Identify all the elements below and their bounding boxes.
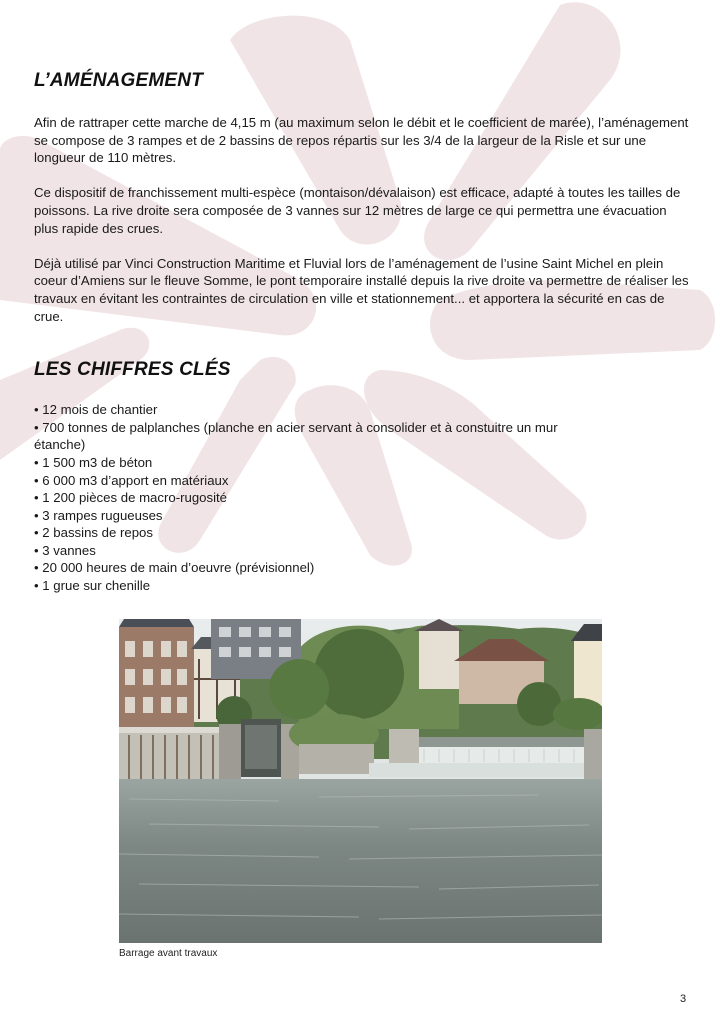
- list-item: • 1 500 m3 de béton: [34, 454, 604, 472]
- dam-photo: [119, 619, 602, 943]
- key-figures-list: [34, 401, 604, 595]
- list-item: • 700 tonnes de palplanches (planche en acier servant à consolider et à constuitre un mur étanche): [34, 419, 604, 454]
- list-item: • 6 000 m3 d’apport en matériaux: [34, 472, 604, 490]
- photo-caption: Barrage avant travaux: [119, 948, 218, 959]
- page-content: [34, 70, 694, 595]
- list-item: • 1 grue sur chenille: [34, 577, 604, 595]
- section-title-amenagement: L’AMÉNAGEMENT: [34, 70, 204, 91]
- section-title-chiffres-cles: LES CHIFFRES CLÉS: [34, 359, 231, 381]
- list-item: • 12 mois de chantier: [34, 401, 604, 419]
- paragraph-2: Ce dispositif de franchissement multi-espèce (montaison/dévalaison) est efficace, adapté à toutes les tailles de poissons. La rive droite sera composée de 3 vannes sur 12 mètres de large ce qui permettra une évacuation plus rapide des crues.: [34, 185, 681, 236]
- list-item: • 1 200 pièces de macro-rugosité: [34, 489, 604, 507]
- list-item: • 20 000 heures de main d’oeuvre (prévisionnel): [34, 559, 604, 577]
- paragraph-1: Afin de rattraper cette marche de 4,15 m (au maximum selon le débit et le coefficient de marée), l’aménagement se compose de 3 rampes et de 2 bassins de repos répartis sur les 3/4 de la largeur de la Risle et sur une longueur de 110 mètres.: [34, 115, 689, 166]
- paragraph-3: Déjà utilisé par Vinci Construction Maritime et Fluvial lors de l’aménagement de l’usine Saint Michel en plein coeur d’Amiens sur le fleuve Somme, le pont temporaire installé depuis la rive droite va permettre de réaliser les travaux en évitant les contraintes de circulation en ville et stationnement... et apportera la sécurité en cas de crue.: [34, 255, 689, 324]
- list-item: • 3 vannes: [34, 542, 604, 560]
- page-number: 3: [680, 993, 687, 1005]
- list-item: • 2 bassins de repos: [34, 524, 604, 542]
- list-item: • 3 rampes rugueuses: [34, 507, 604, 525]
